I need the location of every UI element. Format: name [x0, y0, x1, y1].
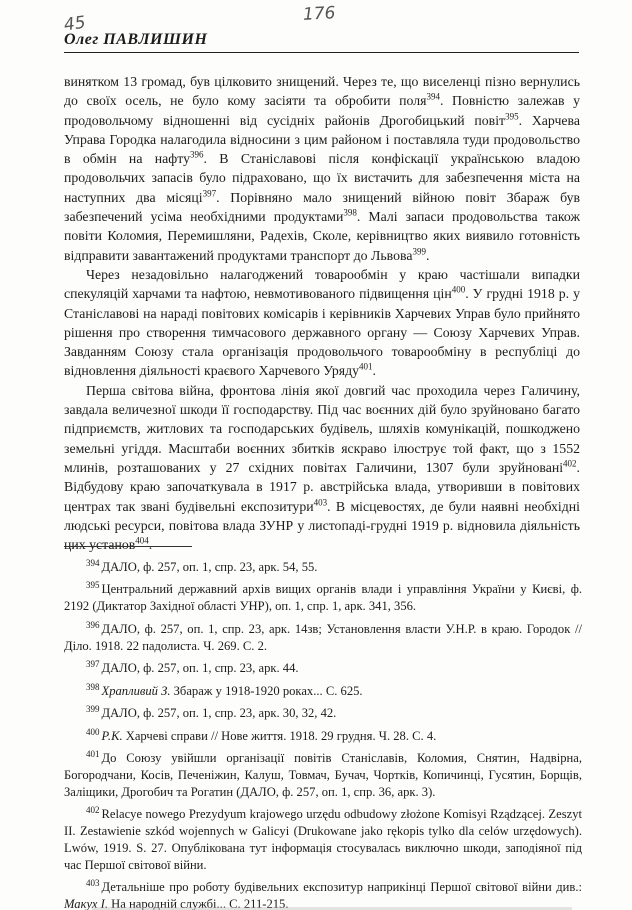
- body-paragraph: [64, 381, 580, 555]
- footnote-ref: 394: [426, 91, 440, 102]
- footnote-ref: 401: [359, 361, 373, 372]
- footnote-ref: 398: [343, 207, 357, 218]
- footnote-number: 400: [86, 726, 100, 737]
- footnote-number: 402: [86, 805, 100, 816]
- author-name: Макух І.: [64, 896, 109, 910]
- text-run: . В місцевостях, де були наявні необхідні людські ресурси, повітова влада ЗУНР у листопаді-грудні 1919 р. відновила діяльність цих установ: [64, 498, 580, 553]
- footnote-ref: 402: [563, 458, 577, 469]
- text-run: . Повністю залежав у продовольчому відношенні від сусідніх районів Дрогобицький повіт: [64, 93, 580, 128]
- text-run: Харчеві справи // Нове життя. 1918. 29 грудня. Ч. 28. С. 4.: [122, 728, 437, 743]
- footnote-ref: 404: [135, 535, 149, 546]
- footnote: [64, 656, 582, 677]
- text-run: .: [425, 247, 430, 263]
- running-header-author: Олег ПАВЛИШИН: [64, 31, 208, 48]
- footnote-number: 399: [86, 704, 100, 715]
- text-run: Детальніше про роботу будівельних експозитур наприкінці Першої світової війни див.:: [101, 880, 582, 895]
- text-run: Центральний державний архів вищих органів влади і управління України у Києві, ф. 2192 (Диктатор Західної області УНР), оп. 1, спр. 1, арк. 341, 356.: [64, 582, 582, 614]
- footnote: [64, 746, 582, 801]
- text-run: Relacye nowego Prezydyum krajowego urzędu odbudowy złożone Komisyi Rządzącej. Zeszyt II. Zestawienie szkód wojennych w Galicyi (Drukowane jako rękopis tylko dla celów urzędowych). Lwów, 1919. S. 27. Опублікована тут інформація стосувалась виключно шкоди, заподіяної під час Першої світової війни.: [64, 807, 582, 872]
- footnote-number: 398: [86, 681, 100, 692]
- footnote-number: 401: [86, 748, 100, 759]
- text-run: ДАЛО, ф. 257, оп. 1, спр. 23, арк. 14зв; Установлення власти У.Н.Р. в краю. Городок // Діло. 1918. 22 падолиста. Ч. 269. С. 2.: [64, 621, 582, 653]
- text-run: . У грудні 1918 р. у Станіславові на нараді повітових комісарів і керівників Харчевих Управ було прийнято рішення про створення тимчасового державного органу — Союзу Харчевих Управ. Завданням Союзу стала організація продовольчого товарообміну в республіці до відновлення діяльності краєвого Харчевого Уряду: [64, 286, 580, 379]
- footnote: [64, 577, 582, 615]
- text-run: Через незадовільно налагоджений товарообмін у краю частішали випадки спекуляцій харчами та нафтою, невмотивованого підвищення цін: [64, 266, 580, 302]
- text-run: ДАЛО, ф. 257, оп. 1, спр. 23, арк. 44.: [101, 661, 299, 676]
- footnote: [64, 724, 582, 745]
- text-run: ДАЛО, ф. 257, оп. 1, спр. 23, арк. 30, 32, 42.: [101, 706, 337, 721]
- body-paragraph: [64, 72, 580, 265]
- text-run: ДАЛО, ф. 257, оп. 1, спр. 23, арк. 54, 55.: [101, 560, 318, 575]
- text-run: На народній службі... С. 211-215.: [108, 896, 289, 910]
- footnote-number: 403: [86, 877, 100, 888]
- body-paragraph: [64, 265, 580, 381]
- running-header: [64, 31, 579, 53]
- footnote-ref: 403: [313, 496, 328, 507]
- text-run: . В Станіславові після конфіскації українською владою продовольчих запасів було підраховано, що їх вистачить для забезпечення міста на наступних два місяці: [64, 151, 581, 205]
- footnote: [64, 679, 582, 700]
- text-run: .: [372, 363, 376, 379]
- handwritten-page-mark: 45: [62, 12, 87, 36]
- footnote: [64, 617, 582, 655]
- footnote: [64, 555, 582, 576]
- footnote-ref: 400: [451, 284, 466, 295]
- footnote-ref: 396: [189, 149, 204, 160]
- text-run: .: [148, 537, 153, 553]
- text-run: . Відбудову краю започаткувала в 1917 р. австрійська влада, утворивши в повітових центрах так звані будівельні експозитури: [64, 459, 580, 514]
- author-name: Храпливий З.: [101, 683, 171, 698]
- footnote-ref: 399: [412, 246, 426, 257]
- footnote-ref: 397: [202, 188, 217, 199]
- main-text: [64, 72, 580, 554]
- text-run: Перша світова війна, фронтова лінія якої довгий час проходила через Галичину, завдала величезної шкоди її господарству. Під час воєнних дій було зруйновано багато підприємств, житлових та господарських будівель, шляхів комунікацій, пошкоджено земельні угіддя. Масштаби воєнних збитків яскраво ілюструє той факт, що з 1552 млинів, розташованих у 27 східних повітах Галичини, 1307 були зруйновані: [64, 382, 580, 475]
- footnote-separator: [64, 546, 192, 547]
- footnote: [64, 701, 582, 722]
- text-run: . Харчева Управа Городка налагодила відносини з цим районом і поставляла туди продовольство в обмін на нафту: [64, 112, 580, 167]
- footnote: [64, 802, 582, 873]
- header-rule: [64, 52, 579, 53]
- footnote: [64, 875, 582, 910]
- author-name: Р.К.: [101, 728, 123, 743]
- footnotes: [64, 555, 582, 910]
- text-run: Збараж у 1918-1920 роках... С. 625.: [170, 683, 363, 698]
- footnote-ref: 395: [505, 111, 519, 121]
- footnote-number: 396: [86, 619, 100, 630]
- text-run: винятком 13 громад, був цілковито знищений. Через те, що виселенці пізно вернулись до своїх осель, не було кому засіяти та обробити поля: [64, 74, 580, 109]
- footnote-number: 397: [86, 659, 100, 670]
- text-run: . Малі запаси продовольства також повіти Коломия, Перемишляни, Радехів, Сколе, керівництво яких виявило готовність відправити завантажений продуктами транспорт до Львова: [64, 209, 581, 263]
- footnote-number: 395: [86, 580, 100, 591]
- text-run: До Союзу увійшли організації повітів Станіславів, Коломия, Снятин, Надвірна, Богородчани, Косів, Печеніжин, Калуш, Товмач, Бучач, Чортків, Копичинці, Гусятин, Борщів, Заліщики, Дрогобич та Рогатин (ДАЛО, ф. 257, оп. 1, спр. 36, арк. 3).: [64, 751, 582, 799]
- handwritten-archive-number: 176: [302, 3, 336, 25]
- footnote-number: 394: [86, 558, 100, 568]
- text-run: . Порівняно мало знищений війною повіт Збараж був забезпечений усіма необхідними продуктами: [64, 189, 580, 225]
